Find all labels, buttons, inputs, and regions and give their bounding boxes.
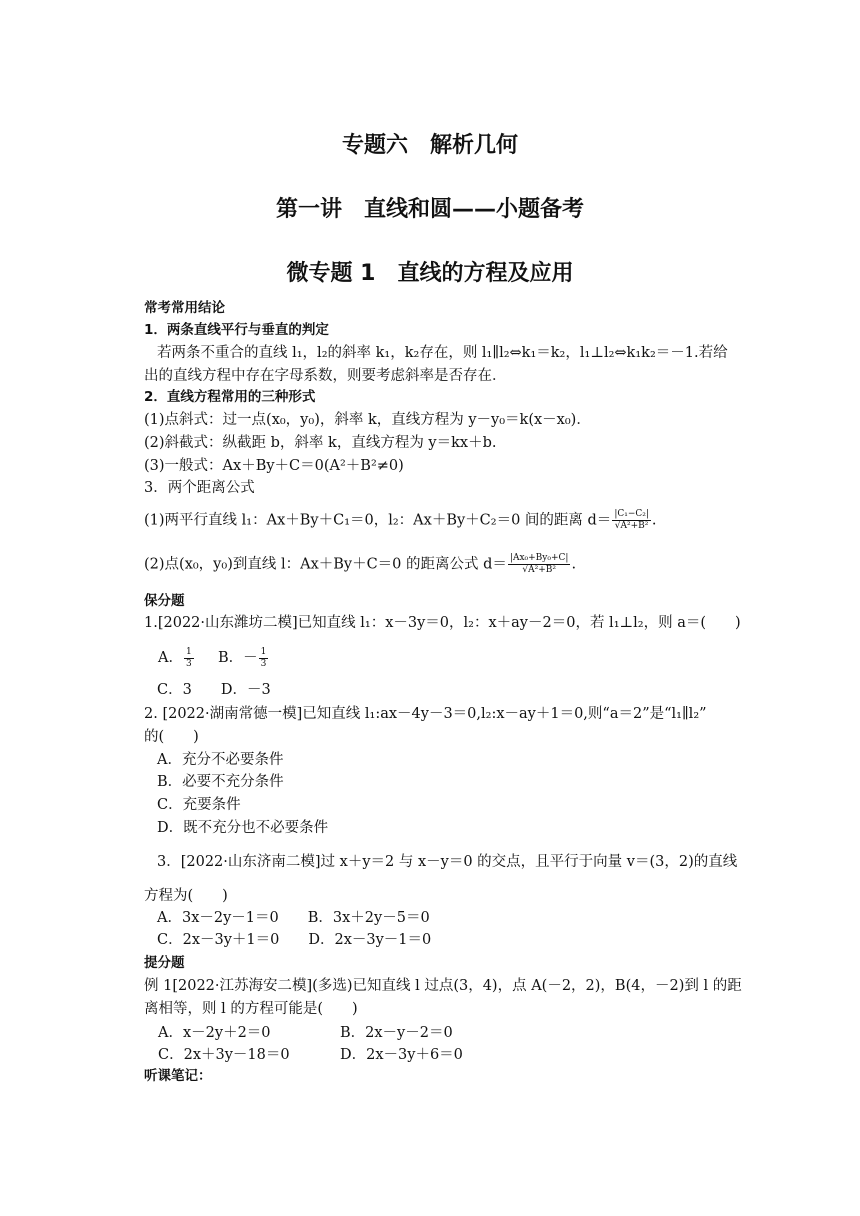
item1-title: 1．两条直线平行与垂直的判定 [144,322,329,338]
option-fraction [184,647,194,670]
item3-parallel-distance: (1)两平行直线 l₁：Ax＋By＋C₁＝0，l₂：Ax＋By＋C₂＝0 间的距离 d＝ $\frac{\text{|C₁−C₂|}}{\text{√A²+B²}}$ . [144,509,657,531]
item1-line2: 出的直线方程中存在字母系数，则要考虑斜率是否存在． [144,368,507,384]
ex1-option-c: C．2x＋3y－18＝0 [158,1047,290,1063]
q3-options-cd: C．2x－3y＋1＝0 D．2x－3y－1＝0 [157,932,432,948]
fraction-denominator: √A²+B² [522,565,556,575]
question-3-line1: 3．[2022·山东济南二模]过 x＋y＝2 与 x－y＝0 的交点，且平行于向量 v＝(3，2)的直线 [157,854,738,870]
basic-heading: 保分题 [144,593,185,609]
question-2-line2: 的( ) [144,729,199,745]
ex1-option-d: D．2x－3y＋6＝0 [340,1047,463,1063]
lecture-title: 第一讲 直线和圆——小题备考 [275,197,584,222]
topic-title: 专题六 解析几何 [341,133,518,158]
option-label: B．－ [218,650,258,666]
item2-slope-intercept: (2)斜截式：纵截距 b，斜率 k，直线方程为 y＝kx＋b. [144,435,497,451]
item2-title: 2．直线方程常用的三种形式 [144,389,316,405]
notes-label: 听课笔记： [144,1068,212,1084]
fraction-denominator: 3 [260,658,267,669]
option-label: A． [158,650,183,666]
ex1-option-b: B．2x－y－2＝0 [340,1025,453,1041]
item1-line1: 若两条不重合的直线 l₁，l₂的斜率 k₁，k₂存在，则 l₁∥l₂⇔k₁＝k₂，l₁⊥l₂⇔k₁k₂＝－1.若给 [157,345,728,361]
q2-option-d: D．既不充分也不必要条件 [157,820,329,836]
option-fraction [259,647,269,670]
question-2-line1: 2. [2022·湖南常德一模]已知直线 l₁:ax－4y－3＝0,l₂:x－ay＋1＝0,则“a＝2”是“l₁∥l₂” [144,706,707,722]
item2-general: (3)一般式：Ax＋By＋C＝0(A²＋B²≠0) [144,458,404,474]
item2-point-slope: (1)点斜式：过一点(x₀，y₀)，斜率 k，直线方程为 y－y₀＝k(x－x₀)． [144,412,591,428]
fraction-numerator: 1 [260,646,267,657]
fraction-denominator: √A²+B² [614,521,649,531]
question-3-line2: 方程为( ) [144,888,228,904]
q1-option-a [158,646,195,670]
example-1-line2: 离相等，则 l 的方程可能是( ) [144,1001,358,1017]
q1-options-cd: C．3 D．－3 [157,682,271,698]
item3-parallel-text: (1)两平行直线 l₁：Ax＋By＋C₁＝0，l₂：Ax＋By＋C₂＝0 间的距离 d＝ [144,512,612,529]
fraction-numerator: 1 [185,646,192,657]
ex1-option-a: A．x－2y＋2＝0 [158,1025,271,1041]
micro-topic-title: 微专题 1 直线的方程及应用 [286,261,574,286]
q2-option-a: A．充分不必要条件 [157,752,284,768]
fraction-denominator: 3 [185,658,192,669]
fraction-numerator: |C₁−C₂| [614,509,649,519]
advanced-heading: 提分题 [144,955,185,971]
item3-title: 3．两个距离公式 [144,480,255,496]
q2-option-c: C．充要条件 [157,797,241,813]
question-1: 1.[2022·山东潍坊二模]已知直线 l₁：x－3y＝0，l₂：x＋ay－2＝0，若 l₁⊥l₂，则 a＝( ) [144,615,741,631]
q2-option-b: B．必要不充分条件 [157,774,284,790]
point-distance-fraction [508,553,571,576]
example-1-line1: 例 1[2022·江苏海安二模](多选)已知直线 l 过点(3，4)，点 A(－2，2)，B(4，－2)到 l 的距 [144,978,742,994]
q1-option-b [218,646,269,670]
conclusions-heading: 常考常用结论 [144,300,225,316]
item3-point-text: (2)点(x₀，y₀)到直线 l：Ax＋By＋C＝0 的距离公式 d＝ [144,556,507,573]
q3-options-ab: A．3x－2y－1＝0 B．3x＋2y－5＝0 [157,910,430,926]
fraction-numerator: |Ax₀+By₀+C| [509,553,569,563]
item3-point-distance: (2)点(x₀，y₀)到直线 l：Ax＋By＋C＝0 的距离公式 d＝ $\frac{\text{|Ax₀+By₀+C|}}{\text{√A²+B²}}$ . [144,553,577,575]
parallel-distance-fraction [612,509,651,532]
